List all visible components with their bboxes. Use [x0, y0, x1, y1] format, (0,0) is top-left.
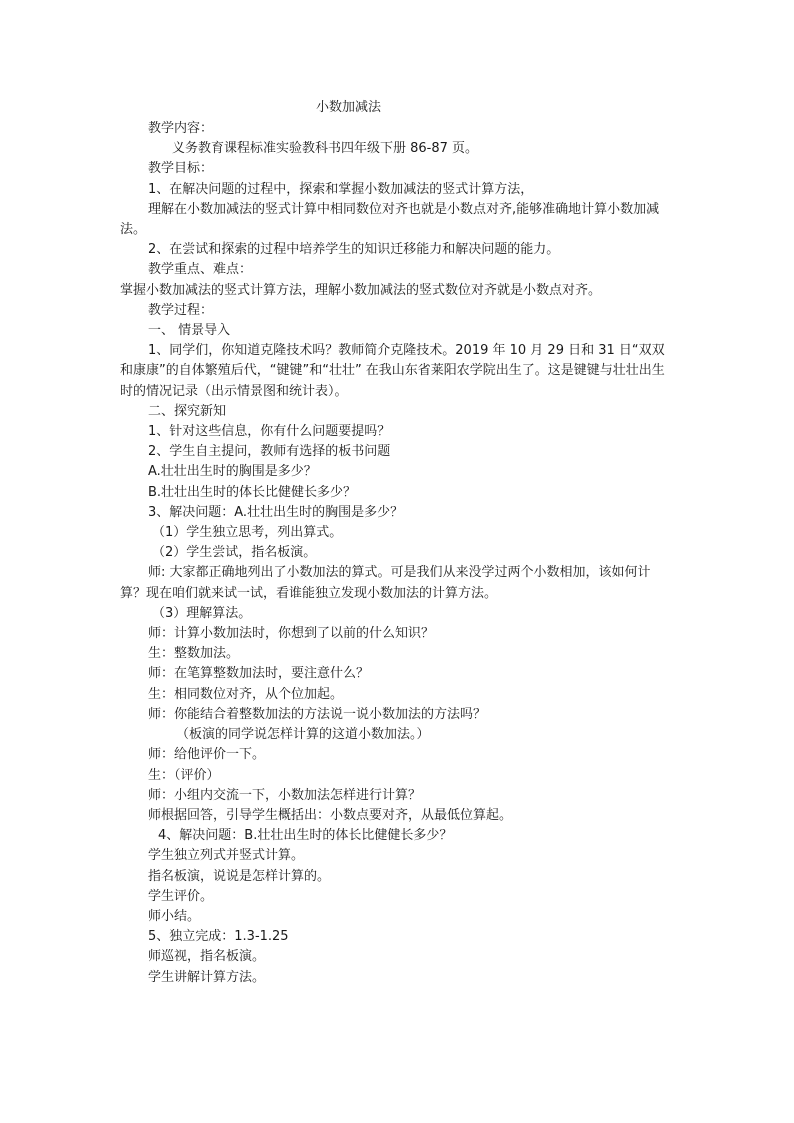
dialogue-line: 师：计算小数加法时，你想到了以前的什么知识？	[148, 626, 435, 642]
list-item: B.壮壮出生时的体长比健健长多少？	[148, 484, 357, 500]
section-heading-content: 教学内容：	[148, 121, 214, 136]
dialogue-line: 生：相同数位对齐，从个位加起。	[148, 686, 344, 702]
dialogue-line: 师：你能结合着整数加法的方法说一说小数加法的方法吗？	[148, 706, 487, 722]
dialogue-line: 师：在笔算整数加法时，要注意什么？	[148, 666, 370, 682]
list-item: 师巡视，指名板演。	[148, 949, 266, 965]
goal-1: 1、在解决问题的过程中，探索和掌握小数加减法的竖式计算方法，	[148, 181, 534, 197]
paragraph-textbook: 义务教育课程标准实验教科书四年级下册 86-87 页。	[172, 141, 479, 157]
list-item: 学生独立列式并竖式计算。	[148, 848, 305, 864]
key-points-text: 掌握小数加减法的竖式计算方法，理解小数加减法的竖式数位对齐就是小数点对齐。	[120, 282, 602, 298]
list-item: 学生讲解计算方法。	[148, 969, 266, 985]
step-5-heading: 5、独立完成：1.3-1.25	[148, 929, 289, 945]
dialogue-line: 生：（评价）	[148, 767, 220, 783]
list-item: 2、学生自主提问，教师有选择的板书问题	[148, 444, 391, 460]
teacher-paragraph: 师: 大家都正确地列出了小数加法的算式。可是我们从来没学过两个小数相加，该如何计算？现在咱们就来试一试，看谁能独立发现小数加法的计算方法。	[120, 565, 651, 601]
section-heading-process: 教学过程：	[148, 302, 214, 318]
step-2-heading: 二、探究新知	[148, 403, 227, 419]
document-body	[120, 119, 676, 988]
dialogue-line: （板演的同学说怎样计算的这道小数加法。）	[176, 727, 430, 743]
dialogue-line: 师根据回答，引导学生概括出：小数点要对齐，从最低位算起。	[148, 807, 513, 823]
list-item: （1）学生独立思考，列出算式。	[152, 525, 343, 541]
section-heading-goals: 教学目标：	[148, 161, 214, 177]
list-item: A.壮壮出生时的胸围是多少？	[148, 464, 317, 480]
list-item: 师小结。	[148, 908, 201, 924]
step-4-heading: 4、解决问题：B.壮壮出生时的体长比健健长多少？	[158, 828, 453, 844]
list-item: 指名板演，说说是怎样计算的。	[148, 868, 331, 884]
list-item: 1、针对这些信息，你有什么问题要提吗？	[148, 424, 391, 440]
list-item: （2）学生尝试，指名板演。	[152, 545, 317, 561]
step-1-heading: 一、 情景导入	[148, 323, 231, 339]
list-item: 学生评价。	[148, 888, 214, 904]
list-item: （3）理解算法。	[152, 605, 252, 621]
dialogue-line: 师：给他评价一下。	[148, 747, 266, 763]
step-1-paragraph: 1、同学们，你知道克隆技术吗？教师简介克隆技术。2019 年 10 月 29 日和 31 日“双双和康康”的自体繁殖后代，“键键”和“壮壮” 在我山东省莱阳农学院出生了。这是键键与壮壮出生时的情况记录（出示情景图和统计表）。	[120, 343, 665, 399]
goal-2: 2、在尝试和探索的过程中培养学生的知识迁移能力和解决问题的能力。	[148, 242, 560, 258]
list-item: 3、解决问题：A.壮壮出生时的胸围是多少？	[148, 504, 404, 520]
dialogue-line: 生：整数加法。	[148, 646, 240, 662]
dialogue-line: 师：小组内交流一下，小数加法怎样进行计算？	[148, 787, 422, 803]
document-title: 小数加减法	[316, 100, 382, 115]
section-heading-key-points: 教学重点、难点：	[148, 262, 253, 278]
goal-1-continued: 理解在小数加减法的竖式计算中相同数位对齐也就是小数点对齐,能够准确地计算小数加减法。	[120, 201, 660, 238]
